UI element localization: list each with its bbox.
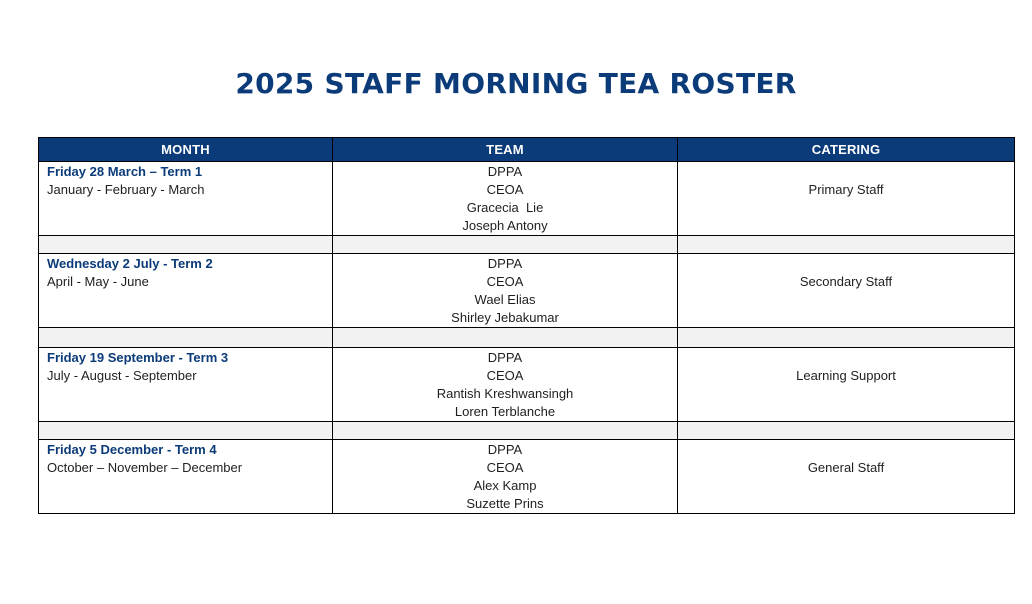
catering-cell: Primary Staff xyxy=(678,162,1015,236)
team-member: Gracecia Lie xyxy=(466,200,544,215)
spacer-row xyxy=(39,328,1015,348)
table-row xyxy=(39,254,1015,328)
team-member: Loren Terblanche xyxy=(454,404,556,419)
column-header-team: TEAM xyxy=(333,138,678,162)
table-row xyxy=(39,348,1015,422)
month-range: April - May - June xyxy=(47,274,149,289)
month-range: January - February - March xyxy=(47,182,205,197)
month-cell xyxy=(39,254,333,328)
spacer-cell xyxy=(39,328,333,348)
team-member: CEOA xyxy=(486,460,524,475)
team-cell xyxy=(333,440,678,514)
header-row xyxy=(39,138,1015,162)
spacer-cell xyxy=(39,236,333,254)
page-title: 2025 STAFF MORNING TEA ROSTER xyxy=(235,67,797,100)
catering-cell: Learning Support xyxy=(678,348,1015,422)
team-cell xyxy=(333,162,678,236)
team-member: Suzette Prins xyxy=(466,496,544,511)
catering-cell: Secondary Staff xyxy=(678,254,1015,328)
team-member: DPPA xyxy=(487,256,523,271)
table-row xyxy=(39,162,1015,236)
spacer-row xyxy=(39,422,1015,440)
team-member: CEOA xyxy=(486,274,524,289)
spacer-cell xyxy=(678,422,1015,440)
term-date: Friday 5 December - Term 4 xyxy=(47,442,217,457)
spacer-cell xyxy=(333,422,678,440)
spacer-cell xyxy=(678,328,1015,348)
month-range: October – November – December xyxy=(47,460,243,475)
team-cell xyxy=(333,254,678,328)
team-member: DPPA xyxy=(487,350,523,365)
roster-table xyxy=(38,137,1015,514)
team-member: CEOA xyxy=(486,182,524,197)
team-member: DPPA xyxy=(487,164,523,179)
team-member: Alex Kamp xyxy=(473,478,537,493)
team-member: CEOA xyxy=(486,368,524,383)
spacer-cell xyxy=(333,328,678,348)
term-date: Friday 19 September - Term 3 xyxy=(47,350,229,365)
spacer-cell xyxy=(678,236,1015,254)
month-cell xyxy=(39,348,333,422)
term-date: Friday 28 March – Term 1 xyxy=(47,164,203,179)
column-header-catering: CATERING xyxy=(678,138,1015,162)
month-cell xyxy=(39,162,333,236)
team-member: Joseph Antony xyxy=(462,218,548,233)
term-date: Wednesday 2 July - Term 2 xyxy=(47,256,213,271)
spacer-cell xyxy=(333,236,678,254)
team-member: Rantish Kreshwansingh xyxy=(436,386,574,401)
month-cell xyxy=(39,440,333,514)
team-member: Shirley Jebakumar xyxy=(451,310,559,325)
spacer-cell xyxy=(39,422,333,440)
spacer-row xyxy=(39,236,1015,254)
table-row xyxy=(39,440,1015,514)
column-header-month: MONTH xyxy=(39,138,333,162)
team-member: Wael Elias xyxy=(474,292,536,307)
team-cell xyxy=(333,348,678,422)
month-range: July - August - September xyxy=(47,368,197,383)
team-member: DPPA xyxy=(487,442,523,457)
catering-cell: General Staff xyxy=(678,440,1015,514)
